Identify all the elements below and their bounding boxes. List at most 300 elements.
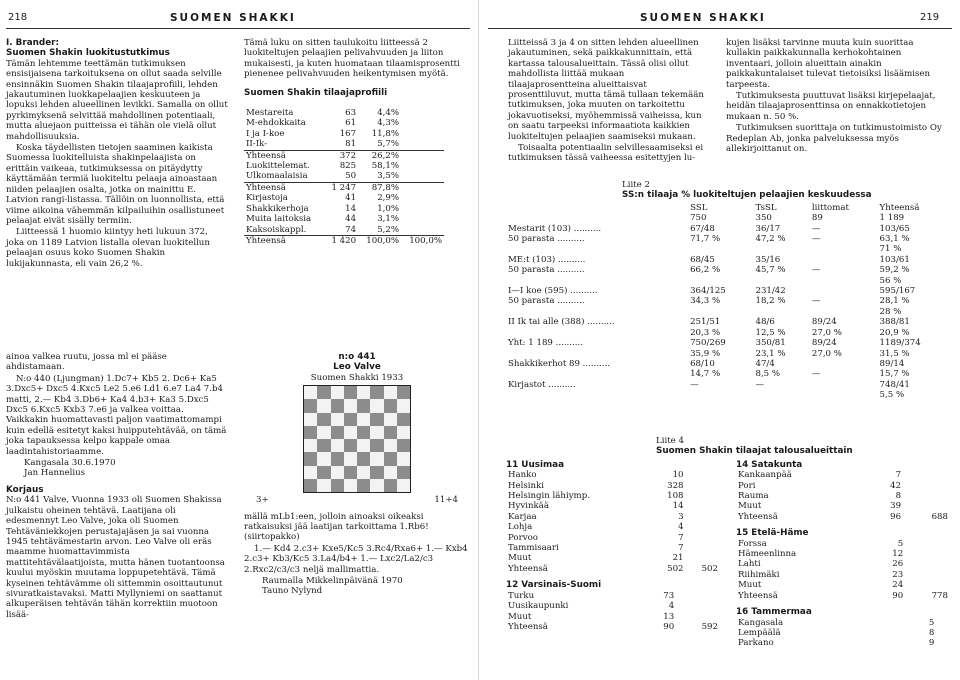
board-square — [304, 426, 317, 439]
table-cell: 350 — [755, 213, 772, 224]
table-cell — [753, 307, 809, 317]
table-cell: 50 parasta .......... — [508, 265, 585, 276]
region-table — [736, 618, 950, 649]
table-cell: 21 — [672, 553, 684, 564]
board-square — [344, 413, 357, 426]
table-row — [736, 512, 950, 522]
table-cell: 47,2 % — [755, 234, 786, 245]
table-cell: 12,5 % — [755, 327, 786, 338]
table-cell: 372 — [325, 150, 358, 161]
table-cell: Yhteensä — [244, 235, 325, 246]
table-cell — [686, 481, 720, 491]
table-cell: 23 — [892, 569, 904, 580]
table-cell: 12 — [892, 549, 904, 560]
table-cell: 10 — [672, 470, 684, 481]
board-square — [370, 466, 383, 479]
table-row — [736, 491, 950, 501]
table-cell — [686, 522, 720, 532]
board-square — [397, 452, 410, 465]
table-cell — [810, 307, 878, 317]
table-cell: 63,1 % — [879, 234, 910, 245]
page-number: 218 — [8, 12, 28, 23]
paragraph: Koska täydellisten tietojen saaminen kaikista Suomessa luokitelluista shakinpelaajista on erittäin vaikeaa, tutkimuksessa on pitäydytty käyttämään termiä luokiteltu pelaaja ainoastaan niiden pelaajien osalta, jotka on mainittu E. Latvion rangi-listassa. Tällöin on luonnollista, että viime aikoina vähemmän kilpailuihin osallistuneet pelaajat eivät sisälly termiin. — [6, 143, 225, 226]
table-cell: 3,5% — [377, 171, 400, 182]
board-square — [384, 426, 397, 439]
table-cell: 18,2 % — [755, 296, 786, 307]
table-cell — [688, 244, 753, 254]
board-square — [317, 399, 330, 412]
table-row — [506, 564, 720, 574]
table-cell: 14,7 % — [690, 369, 721, 380]
board-square — [304, 479, 317, 492]
table-cell — [810, 244, 878, 254]
board-square — [357, 452, 370, 465]
table-cell: 14 — [345, 203, 357, 214]
paragraph: kujen lisäksi tarvinne muuta kuin suorittaa kullakin paikkakunnalla kerhokohtainen inventaari, jolloin alueittain ainakin paikkakuntalaiset tulevat tietoisiksi lisäämisen tarpeesta. — [726, 38, 931, 90]
table-cell: 28,1 % — [879, 296, 910, 307]
problem-number: n:o 441 — [338, 352, 376, 362]
column-header: liittomat — [811, 202, 849, 213]
table-cell: 251/51 — [690, 317, 721, 328]
column-header: SSL — [690, 202, 708, 213]
table-cell: 8 — [895, 491, 902, 502]
table-row — [506, 213, 952, 223]
table-cell: 750 — [690, 213, 707, 224]
problem-solution-text — [244, 512, 470, 575]
table-cell: 778 — [931, 590, 948, 601]
table-cell — [401, 204, 444, 214]
table-cell: 27,0 % — [811, 348, 842, 359]
table-cell — [810, 286, 878, 296]
table-cell: 26 — [892, 559, 904, 570]
board-square — [384, 479, 397, 492]
table-cell: 5,5 % — [879, 390, 905, 401]
table-cell — [401, 225, 444, 236]
table-cell: — — [811, 223, 821, 234]
table-cell: 48/6 — [755, 317, 775, 328]
paragraph: Tutkimuksesta puuttuvat lisäksi kirjepelaajat, heidän tilaajaprosenttinsa on ennakkotietojen mukaan n. 50 %. — [726, 91, 936, 122]
region-table — [736, 539, 950, 601]
board-square — [370, 386, 383, 399]
table-cell: 20,9 % — [879, 327, 910, 338]
correction-heading: Korjaus — [6, 484, 44, 495]
board-square — [357, 466, 370, 479]
table-row — [506, 481, 720, 491]
table-row — [244, 139, 444, 150]
table-cell — [810, 255, 878, 265]
table-cell: Kirjastot .......... — [508, 379, 576, 390]
article-column-1 — [6, 38, 228, 270]
table-cell: 36/17 — [755, 223, 781, 234]
paragraph: Toisaalta potentiaalin selvillesaamiseksi ei tutkimuksen tässä vaiheessa esitettyjen lu- — [508, 143, 704, 164]
header-rule-right — [488, 28, 952, 29]
table-cell — [401, 129, 444, 139]
table-cell: 388/81 — [879, 317, 910, 328]
table-cell: 20,3 % — [690, 327, 721, 338]
table-cell: 50 — [345, 171, 357, 182]
table-cell: Shakkikerhot 89 .......... — [508, 358, 610, 369]
table-row — [244, 171, 444, 182]
table-cell: 5 — [928, 617, 935, 628]
region-heading: 12 Varsinais-Suomi — [506, 580, 602, 591]
paragraph: Liitteissä 3 ja 4 on sitten lehden alueellinen jakautuminen, sekä paikkakunnittain, että kartassa talousalueittain. Tässä olisi ollut mahdollista liittää mukaan tilaajaprosentteina alueittaisvat prosenttiluvut, mutta tämä tullaan tekemään tutkimuksen, joka muuten on tarkoitettu jokavuotiseksi, myöhemmissä vaiheissa, kun on saatu tarpeeksi informaatiota kaikkien luokiteltujen pelaajien saamiseksi mukaan. — [508, 38, 704, 142]
board-square — [331, 452, 344, 465]
table-cell: 56 % — [879, 275, 902, 286]
appendix-2-label: Liite 2 — [622, 180, 650, 190]
board-square — [370, 452, 383, 465]
table-cell — [676, 612, 720, 622]
table-row — [506, 307, 952, 317]
running-head-right: SUOMEN SHAKKI — [640, 12, 766, 24]
board-square — [397, 466, 410, 479]
table-row — [506, 286, 952, 296]
table-cell: Hyvinkää — [508, 501, 549, 512]
chess-diagram — [303, 385, 411, 493]
running-head: SUOMEN SHAKKI — [170, 12, 296, 24]
table-cell: 748/41 — [879, 379, 910, 390]
board-square — [370, 426, 383, 439]
table-cell: Yhteensä — [244, 150, 325, 161]
profile-table-title: Suomen Shakin tilaajaprofiili — [244, 87, 388, 98]
paragraph: Tämä luku on sitten taulukoitu liitteessä 2 luokiteltujen pelaajien pelivahvuuden ja liiton mukaisesti, ja kuten huomataan tilaamisprosentti pienenee pelivahvuuden heikentymisen myötä. — [244, 38, 460, 80]
table-cell: Yhteensä — [508, 621, 548, 632]
board-square — [304, 466, 317, 479]
table-row — [506, 234, 952, 244]
table-cell — [753, 244, 809, 254]
board-square — [357, 479, 370, 492]
table-row — [506, 543, 720, 553]
table-cell — [903, 470, 950, 480]
table-row — [506, 296, 952, 306]
table-cell: Muut — [508, 611, 532, 622]
table-cell: 50 parasta .......... — [508, 296, 585, 307]
board-square — [317, 452, 330, 465]
table-cell — [903, 501, 950, 511]
board-square — [344, 466, 357, 479]
table-cell: 73 — [663, 590, 675, 601]
table-cell: — — [811, 234, 821, 245]
table-cell: 9 — [928, 638, 935, 649]
table-cell: 595/167 — [879, 286, 916, 297]
table-cell: Forssa — [738, 538, 767, 549]
table-cell: 15,7 % — [879, 369, 910, 380]
board-square — [397, 399, 410, 412]
table-cell: — — [811, 296, 821, 307]
table-cell: 103/65 — [879, 223, 910, 234]
board-square — [357, 413, 370, 426]
appendix-4-label: Liite 4 — [656, 436, 684, 446]
table-cell: I—I koe (595) .......... — [508, 286, 598, 297]
table-cell: Lohja — [508, 522, 533, 533]
article-column-3 — [508, 38, 704, 165]
table-cell: Turku — [508, 590, 535, 601]
table-cell: 39 — [890, 501, 902, 512]
table-row — [506, 265, 952, 275]
table-cell — [401, 171, 444, 182]
region-table — [736, 470, 950, 522]
board-square — [357, 439, 370, 452]
table-cell — [810, 276, 878, 286]
solution-text — [6, 352, 228, 457]
table-cell: — — [811, 265, 821, 276]
board-square — [344, 479, 357, 492]
table-row — [736, 618, 950, 628]
board-square — [317, 426, 330, 439]
table-row — [506, 390, 952, 400]
table-cell: 35/16 — [755, 254, 781, 265]
table-cell — [936, 618, 950, 628]
board-square — [304, 439, 317, 452]
table-cell: 1189/374 — [879, 338, 921, 349]
region-table — [506, 591, 720, 633]
table-cell: 68/45 — [690, 254, 715, 265]
problem-author: Leo Valve — [333, 362, 381, 373]
table-cell — [506, 369, 688, 379]
region-heading: 11 Uusimaa — [506, 459, 565, 470]
table-cell: 103/61 — [879, 254, 910, 265]
table-cell: II-Ik- — [246, 139, 268, 150]
board-square — [370, 399, 383, 412]
table-cell: 4 — [668, 601, 675, 612]
board-square — [384, 399, 397, 412]
table-cell — [686, 491, 720, 501]
board-square — [304, 386, 317, 399]
table-row — [506, 349, 952, 359]
board-square — [331, 466, 344, 479]
paragraph: mällä mLb1:een, jolloin ainoaksi oikeaksi ratkaisuksi jää laatijan tarkoittama 1.Rb6! (siirtopakko) — [244, 511, 429, 543]
table-row — [244, 235, 444, 246]
table-cell: 71,7 % — [690, 234, 721, 245]
table-row — [506, 276, 952, 286]
table-cell: 4,3% — [377, 118, 400, 129]
board-square — [357, 399, 370, 412]
table-row — [506, 522, 720, 532]
board-square — [344, 399, 357, 412]
table-row — [736, 628, 950, 638]
table-cell: M-ehdokkaita — [246, 118, 306, 129]
table-cell: Muut — [738, 580, 762, 591]
table-cell: 89/24 — [811, 338, 837, 349]
table-row — [506, 491, 720, 501]
table-cell: — — [811, 369, 821, 380]
table-cell — [686, 470, 720, 480]
board-square — [370, 413, 383, 426]
table-cell — [401, 150, 444, 161]
table-cell: 13 — [663, 611, 675, 622]
table-cell: 7 — [895, 470, 902, 481]
region-heading: 14 Satakunta — [736, 459, 803, 470]
table-cell: 50 parasta .......... — [508, 234, 585, 245]
appendix-2 — [506, 180, 954, 401]
table-row — [736, 501, 950, 511]
table-cell — [905, 570, 950, 580]
table-cell — [905, 559, 950, 569]
table-row — [506, 338, 952, 348]
table-cell: 89/14 — [879, 358, 905, 369]
board-square — [344, 439, 357, 452]
bottom-column-1 — [6, 352, 228, 621]
table-cell: 8,5 % — [755, 369, 781, 380]
problem-source: Suomen Shakki 1933 — [310, 372, 404, 383]
table-row — [244, 108, 444, 118]
regions-left — [506, 460, 720, 649]
region-heading: 16 Tammermaa — [736, 607, 812, 618]
table-cell: 364/125 — [690, 286, 726, 297]
board-square — [331, 399, 344, 412]
table-row — [244, 193, 444, 203]
board-square — [397, 439, 410, 452]
table-row — [506, 224, 952, 234]
table-cell: 67/48 — [690, 223, 715, 234]
board-square — [331, 386, 344, 399]
table-cell: 28 % — [879, 306, 902, 317]
table-row — [736, 549, 950, 559]
table-row — [506, 501, 720, 511]
table-cell: 47/4 — [755, 358, 775, 369]
table-row — [506, 244, 952, 254]
table-cell: Karjaa — [508, 511, 537, 522]
board-square — [317, 386, 330, 399]
table-cell — [936, 628, 950, 638]
table-cell — [686, 553, 720, 563]
table-row — [506, 612, 720, 622]
table-cell: 7 — [678, 543, 684, 554]
table-cell: 71 % — [879, 244, 902, 255]
article-body-4 — [726, 38, 948, 154]
table-cell — [676, 591, 720, 601]
table-row — [506, 359, 952, 369]
board-square — [331, 413, 344, 426]
table-cell: 825 — [339, 161, 357, 172]
table-cell: 41 — [345, 193, 357, 204]
table-cell: 3,1% — [377, 214, 400, 225]
table-cell: Lahti — [738, 559, 761, 570]
table-row — [244, 161, 444, 171]
table-cell: Yhteensä — [738, 590, 778, 601]
table-cell — [506, 276, 688, 286]
table-cell — [401, 118, 444, 128]
board-square — [317, 466, 330, 479]
table-cell: 87,8% — [358, 182, 401, 193]
table-cell: 100,0% — [401, 235, 444, 246]
table-cell: 23,1 % — [755, 348, 786, 359]
table-cell: 89 — [811, 213, 823, 224]
article-body — [6, 59, 228, 269]
table-cell — [506, 203, 688, 213]
table-cell: Lempäälä — [738, 627, 781, 638]
table-cell: 4,4% — [377, 108, 400, 119]
table-cell: 502 — [701, 563, 718, 574]
table-row — [506, 601, 720, 611]
table-row — [736, 591, 950, 601]
board-square — [384, 466, 397, 479]
table-cell: 31,5 % — [879, 348, 910, 359]
board-square — [344, 452, 357, 465]
table-cell — [936, 638, 950, 648]
table-row — [506, 512, 720, 522]
board-square — [331, 479, 344, 492]
table-cell — [506, 213, 688, 223]
table-row — [736, 559, 950, 569]
table-cell: Kaksoiskappl. — [246, 224, 307, 235]
table-cell: Kankaanpää — [738, 470, 792, 481]
table-row — [244, 150, 444, 161]
table-cell — [905, 539, 950, 549]
table-cell: Rauma — [738, 491, 769, 502]
table-header-row — [506, 203, 952, 213]
table-cell: 90 — [663, 621, 675, 632]
table-cell: Muut — [738, 501, 762, 512]
table-row — [506, 369, 952, 379]
table-cell: Porvoo — [508, 532, 538, 543]
table-cell — [810, 380, 878, 390]
board-square — [384, 452, 397, 465]
board-square — [397, 479, 410, 492]
table-cell: 2,9% — [377, 193, 400, 204]
signature-place: Kangasala 30.6.1970 — [24, 458, 116, 469]
table-cell: 68/10 — [690, 358, 715, 369]
paragraph: ainoa valkea ruutu, jossa ml ei pääse ahdistamaan. — [6, 352, 167, 373]
paragraph: Liitteessä 1 huomio kiintyy heti lukuun 372, joka on 1189 Latvion listalla olevan luokitellun pelaajan osuus koko Suomen Shakin lukijakunnasta, eli vain 26,2 %. — [6, 227, 210, 269]
table-cell: Yht: 1 189 .......... — [508, 338, 583, 349]
region-table — [506, 470, 720, 574]
table-cell: 66,2 % — [690, 265, 721, 276]
right-page — [480, 0, 960, 680]
table-cell — [401, 139, 444, 150]
table-cell: Mestarit (103) .......... — [508, 223, 602, 234]
table-cell — [506, 390, 688, 400]
board-square — [344, 426, 357, 439]
table-cell: 1,0% — [377, 203, 400, 214]
table-row — [736, 580, 950, 590]
table-cell — [506, 244, 688, 254]
table-cell — [686, 512, 720, 522]
paragraph: Tutkimuksen suorittaja on tutkimustoimisto Oy Redeplan Ab, jonka palveluksessa myös allekirjoittanut on. — [726, 123, 942, 155]
correction-text — [6, 495, 228, 620]
paragraph: N:o 441 Valve, Vuonna 1933 oli Suomen Shakissa julkaistu oheinen tehtävä. Laatijana oli edesmennyt Leo Valve, joka oli Suomen Tehtäväniekkojen perustajajäsen ja sai vuonna 1945 tehtävämestarin arvon. Leo Valve oli eräs maamme huomattavimmista mattitehtävälaatijoista, mutta hänen tuotantoonsa kuului myöskin muutama loppupetehtävä. Tämä kyseinen tehtävämme oli sittemmin osoittautunut sivuratkaistavaksi. Matti Myllyniemi on saattanut alkuperäisen tehtävän tähän korrektiin muotoon lisää- — [6, 495, 225, 620]
table-cell: 34,3 % — [690, 296, 721, 307]
table-cell: Riihimäki — [738, 569, 780, 580]
table-cell: 108 — [667, 491, 684, 502]
table-cell: 35,9 % — [690, 348, 721, 359]
article-column-2 — [244, 38, 470, 246]
board-square — [317, 479, 330, 492]
table-cell: Hanko — [508, 470, 537, 481]
table-cell: Kangasala — [738, 617, 784, 628]
table-cell — [753, 276, 809, 286]
bottom-column-2 — [244, 352, 470, 597]
table-row — [736, 570, 950, 580]
table-cell: 59,2 % — [879, 265, 910, 276]
table-cell: 167 — [339, 128, 357, 139]
table-row — [506, 591, 720, 601]
table-cell: Tammisaari — [508, 543, 559, 554]
table-cell: Parkano — [738, 638, 774, 649]
table-cell: 5,2% — [377, 224, 400, 235]
table-row — [736, 470, 950, 480]
table-cell — [506, 328, 688, 338]
page-gutter — [478, 0, 479, 680]
table-row — [244, 225, 444, 236]
column-header: TsSL — [755, 202, 777, 213]
table-cell — [676, 601, 720, 611]
article-body-2 — [244, 38, 470, 80]
board-square — [397, 413, 410, 426]
subscriber-profile-table — [244, 108, 444, 246]
table-cell: 1 189 — [879, 213, 905, 224]
header-rule — [6, 28, 470, 29]
stipulation-left: 3+ — [256, 495, 269, 506]
